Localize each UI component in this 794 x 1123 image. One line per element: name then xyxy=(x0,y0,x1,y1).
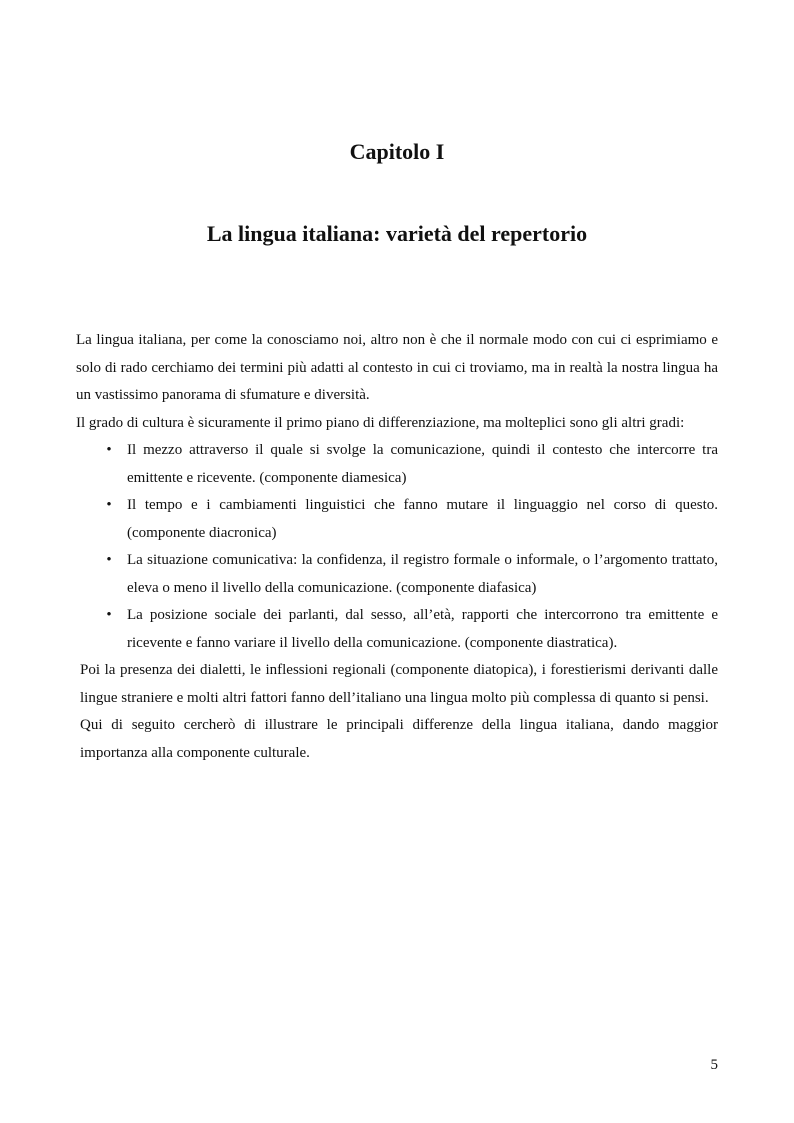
list-item-text: La posizione sociale dei parlanti, dal sesso, all’età, rapporti che intercorrono tra emittente e ricevente e fanno variare il livello della comunicazione. (componente diastratica). xyxy=(127,607,718,651)
page-number: 5 xyxy=(710,1057,718,1073)
intro-paragraph: La lingua italiana, per come la conosciamo noi, altro non è che il normale modo con cui ci esprimiamo e solo di rado cerchiamo dei termini più adatti al contesto in cui ci troviamo, ma in realtà la nostra lingua ha un vastissimo panorama di sfumature e diversità. xyxy=(76,332,718,403)
chapter-label: Capitolo I xyxy=(349,139,445,164)
dialects-paragraph: Poi la presenza dei dialetti, le inflessioni regionali (componente diatopica), i forestierismi derivanti dalle lingue straniere e molti altri fattori fanno dell’italiano una lingua molto più complessa di quanto si pensi. xyxy=(80,662,718,706)
bullet-icon: • xyxy=(106,497,112,513)
grades-paragraph: Il grado di cultura è sicuramente il primo piano di differenziazione, ma molteplici sono gli altri gradi: xyxy=(76,414,685,431)
chapter-title: La lingua italiana: varietà del repertorio xyxy=(206,221,588,246)
chapter-body xyxy=(76,327,718,767)
list-item-text: Il mezzo attraverso il quale si svolge la comunicazione, quindi il contesto che intercorre tra emittente e ricevente. (componente diamesica) xyxy=(127,442,718,486)
closing-paragraph: Qui di seguito cercherò di illustrare le principali differenze della lingua italiana, dando maggior importanza alla componente culturale. xyxy=(80,717,718,761)
list-item xyxy=(76,492,718,547)
bullet-icon: • xyxy=(106,442,112,458)
list-item xyxy=(76,547,718,602)
components-list xyxy=(76,437,718,657)
list-item xyxy=(76,437,718,492)
list-item-text: La situazione comunicativa: la confidenza, il registro formale o informale, o l’argomento trattato, eleva o meno il livello della comunicazione. (componente diafasica) xyxy=(127,552,718,596)
list-item xyxy=(76,602,718,657)
list-item-text: Il tempo e i cambiamenti linguistici che fanno mutare il linguaggio nel corso di questo. (componente diacronica) xyxy=(127,497,718,541)
bullet-icon: • xyxy=(106,552,112,568)
bullet-icon: • xyxy=(106,607,112,623)
